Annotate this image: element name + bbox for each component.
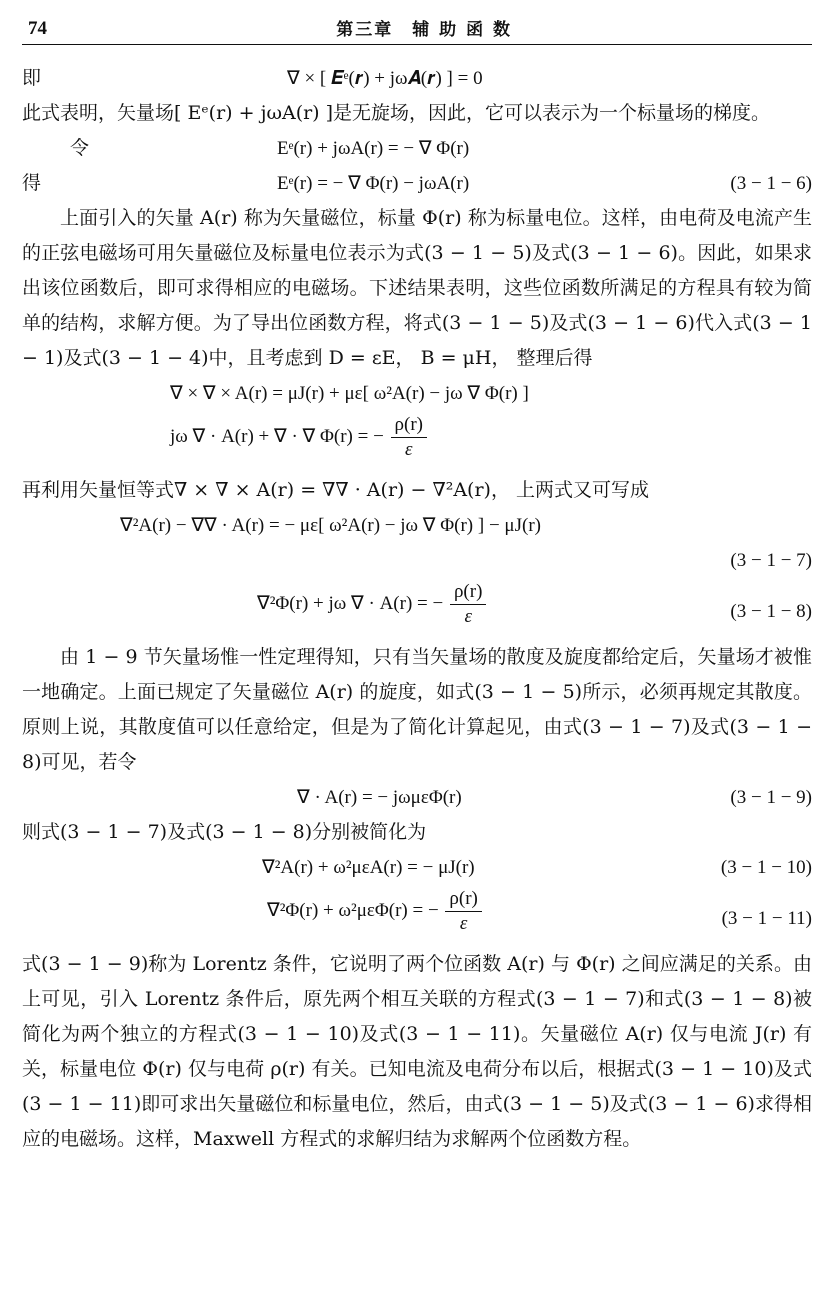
fraction-denominator: ε: [405, 439, 413, 460]
equation-tag: (3 − 1 − 7): [730, 550, 812, 571]
equation-3-1-6: [22, 166, 812, 201]
paragraph: 上面引入的矢量 A(r) 称为矢量磁位，标量 Φ(r) 称为标量电位。这样，由电荷及电流产生的正弦电磁场可用矢量磁位及标量电位表示为式(3 − 1 − 5)及式(3 − 1 − 6)。因此，如果求出该位函数后，即可求得相应的电磁场。下述结果表明，这些位函数所满足的方程具有较为简单的结构，求解方便。为了导出位函数方程，将式(3 − 1 − 5)及式(3 − 1 − 6)代入式(3 − 1 − 1)及式(3 − 1 − 4)中，且考虑到 D = εE， B = μH， 整理后得: [22, 207, 812, 369]
fraction-denominator: ε: [464, 606, 472, 627]
equation-text: ∇²A(r) − ∇∇ · A(r) = − με[ ω²A(r) − jω ∇ Φ(r) ] − μJ(r): [120, 515, 541, 536]
equation-tag-row: [22, 543, 812, 578]
fraction: [450, 580, 486, 629]
equation-text: ∇ × ∇ × A(r) = μJ(r) + με[ ω²A(r) − jω ∇ Φ(r) ]: [170, 383, 529, 404]
paragraph: 由 1 − 9 节矢量场惟一性定理得知，只有当矢量场的散度及旋度都给定后，矢量场才被惟一地确定。上面已规定了矢量磁位 A(r) 的旋度，如式(3 − 1 − 5)所示，必须再规定其散度。原则上说，其散度值可以任意给定，但是为了简化计算起见，由式(3 − 1 − 7)及式(3 − 1 − 8)可见，若令: [22, 646, 812, 773]
lead-word: 得: [22, 172, 42, 194]
book-page: [22, 14, 812, 1157]
equation-left: ∇²Φ(r) + ω²μεΦ(r) = −: [267, 899, 439, 921]
fraction: [391, 413, 427, 462]
chapter-title: 第三章 辅 助 函 数: [336, 20, 512, 40]
fraction-numerator: ρ(r): [450, 580, 486, 605]
paragraph: 式(3 − 1 − 9)称为 Lorentz 条件，它说明了两个位函数 A(r) 与 Φ(r) 之间应满足的关系。由上可见，引入 Lorentz 条件后，原先两个相互关联的方程式(3 − 1 − 7)和式(3 − 1 − 8)被简化为两个独立的方程式(3 − 1 − 10)及式(3 − 1 − 11)。矢量磁位 A(r) 仅与电流 J(r) 有关，标量电位 Φ(r) 仅与电荷 ρ(r) 有关。已知电流及电荷分布以后，根据式(3 − 1 − 10)及式(3 − 1 − 11)即可求出矢量磁位和标量电位，然后，由式(3 − 1 − 5)及式(3 − 1 − 6)求得相应的电磁场。这样，Maxwell 方程式的求解归结为求解两个位函数方程。: [22, 953, 812, 1150]
fraction-numerator: ρ(r): [391, 413, 427, 438]
equation-3-1-11: [22, 885, 812, 947]
equation-tag: (3 − 1 − 6): [730, 173, 812, 194]
equation-text: [267, 887, 482, 936]
equation-text: Eᵉ(r) = − ∇ Φ(r) − jωA(r): [277, 173, 470, 194]
equation-text: Eᵉ(r) + jωA(r) = − ∇ Φ(r): [277, 138, 470, 159]
lead-word: 令: [70, 137, 90, 159]
lead-word: 即: [22, 67, 42, 89]
equation-tag: (3 − 1 − 9): [730, 787, 812, 808]
equation-text: ∇ · A(r) = − jωμεΦ(r): [297, 787, 462, 808]
equation-text: [257, 580, 486, 629]
equation-divergence: [22, 411, 812, 473]
equation-gradient: [22, 131, 812, 166]
fraction: [445, 887, 481, 936]
equation-3-1-10: [22, 850, 812, 885]
equation-left: ∇²Φ(r) + jω ∇ · A(r) = −: [257, 592, 444, 614]
fraction-denominator: ε: [459, 913, 468, 934]
paragraph: 此式表明，矢量场[ Eᵉ(r) + jωA(r) ]是无旋场，因此，它可以表示为一个标量场的梯度。: [22, 102, 771, 124]
equation-left: jω ∇ · A(r) + ∇ · ∇ Φ(r) = −: [170, 425, 384, 447]
page-header: [22, 14, 812, 45]
equation-tag: (3 − 1 − 10): [720, 857, 812, 878]
equation-text: ∇ × [ 𝑬ᵉ(𝒓) + jω𝑨(𝒓) ] = 0: [287, 68, 483, 89]
equation-curl-zero: [22, 61, 812, 96]
equation-text: ∇²A(r) + ω²μεA(r) = − μJ(r): [262, 857, 475, 878]
page-body: [22, 61, 812, 1157]
equation-3-1-9: [22, 780, 812, 815]
equation-3-1-7: [22, 508, 812, 543]
page-number: 74: [28, 18, 47, 39]
equation-3-1-8: [22, 578, 812, 640]
equation-text: [170, 413, 427, 462]
equation-tag: (3 − 1 − 11): [721, 908, 812, 929]
paragraph: 再利用矢量恒等式∇ × ∇ × A(r) = ∇∇ · A(r) − ∇²A(r)， 上两式又可写成: [22, 479, 649, 501]
equation-tag: (3 − 1 − 8): [730, 601, 812, 622]
fraction-numerator: ρ(r): [445, 887, 481, 912]
paragraph: 则式(3 − 1 − 7)及式(3 − 1 − 8)分别被简化为: [22, 821, 427, 843]
equation-curl-curl: [22, 376, 812, 411]
